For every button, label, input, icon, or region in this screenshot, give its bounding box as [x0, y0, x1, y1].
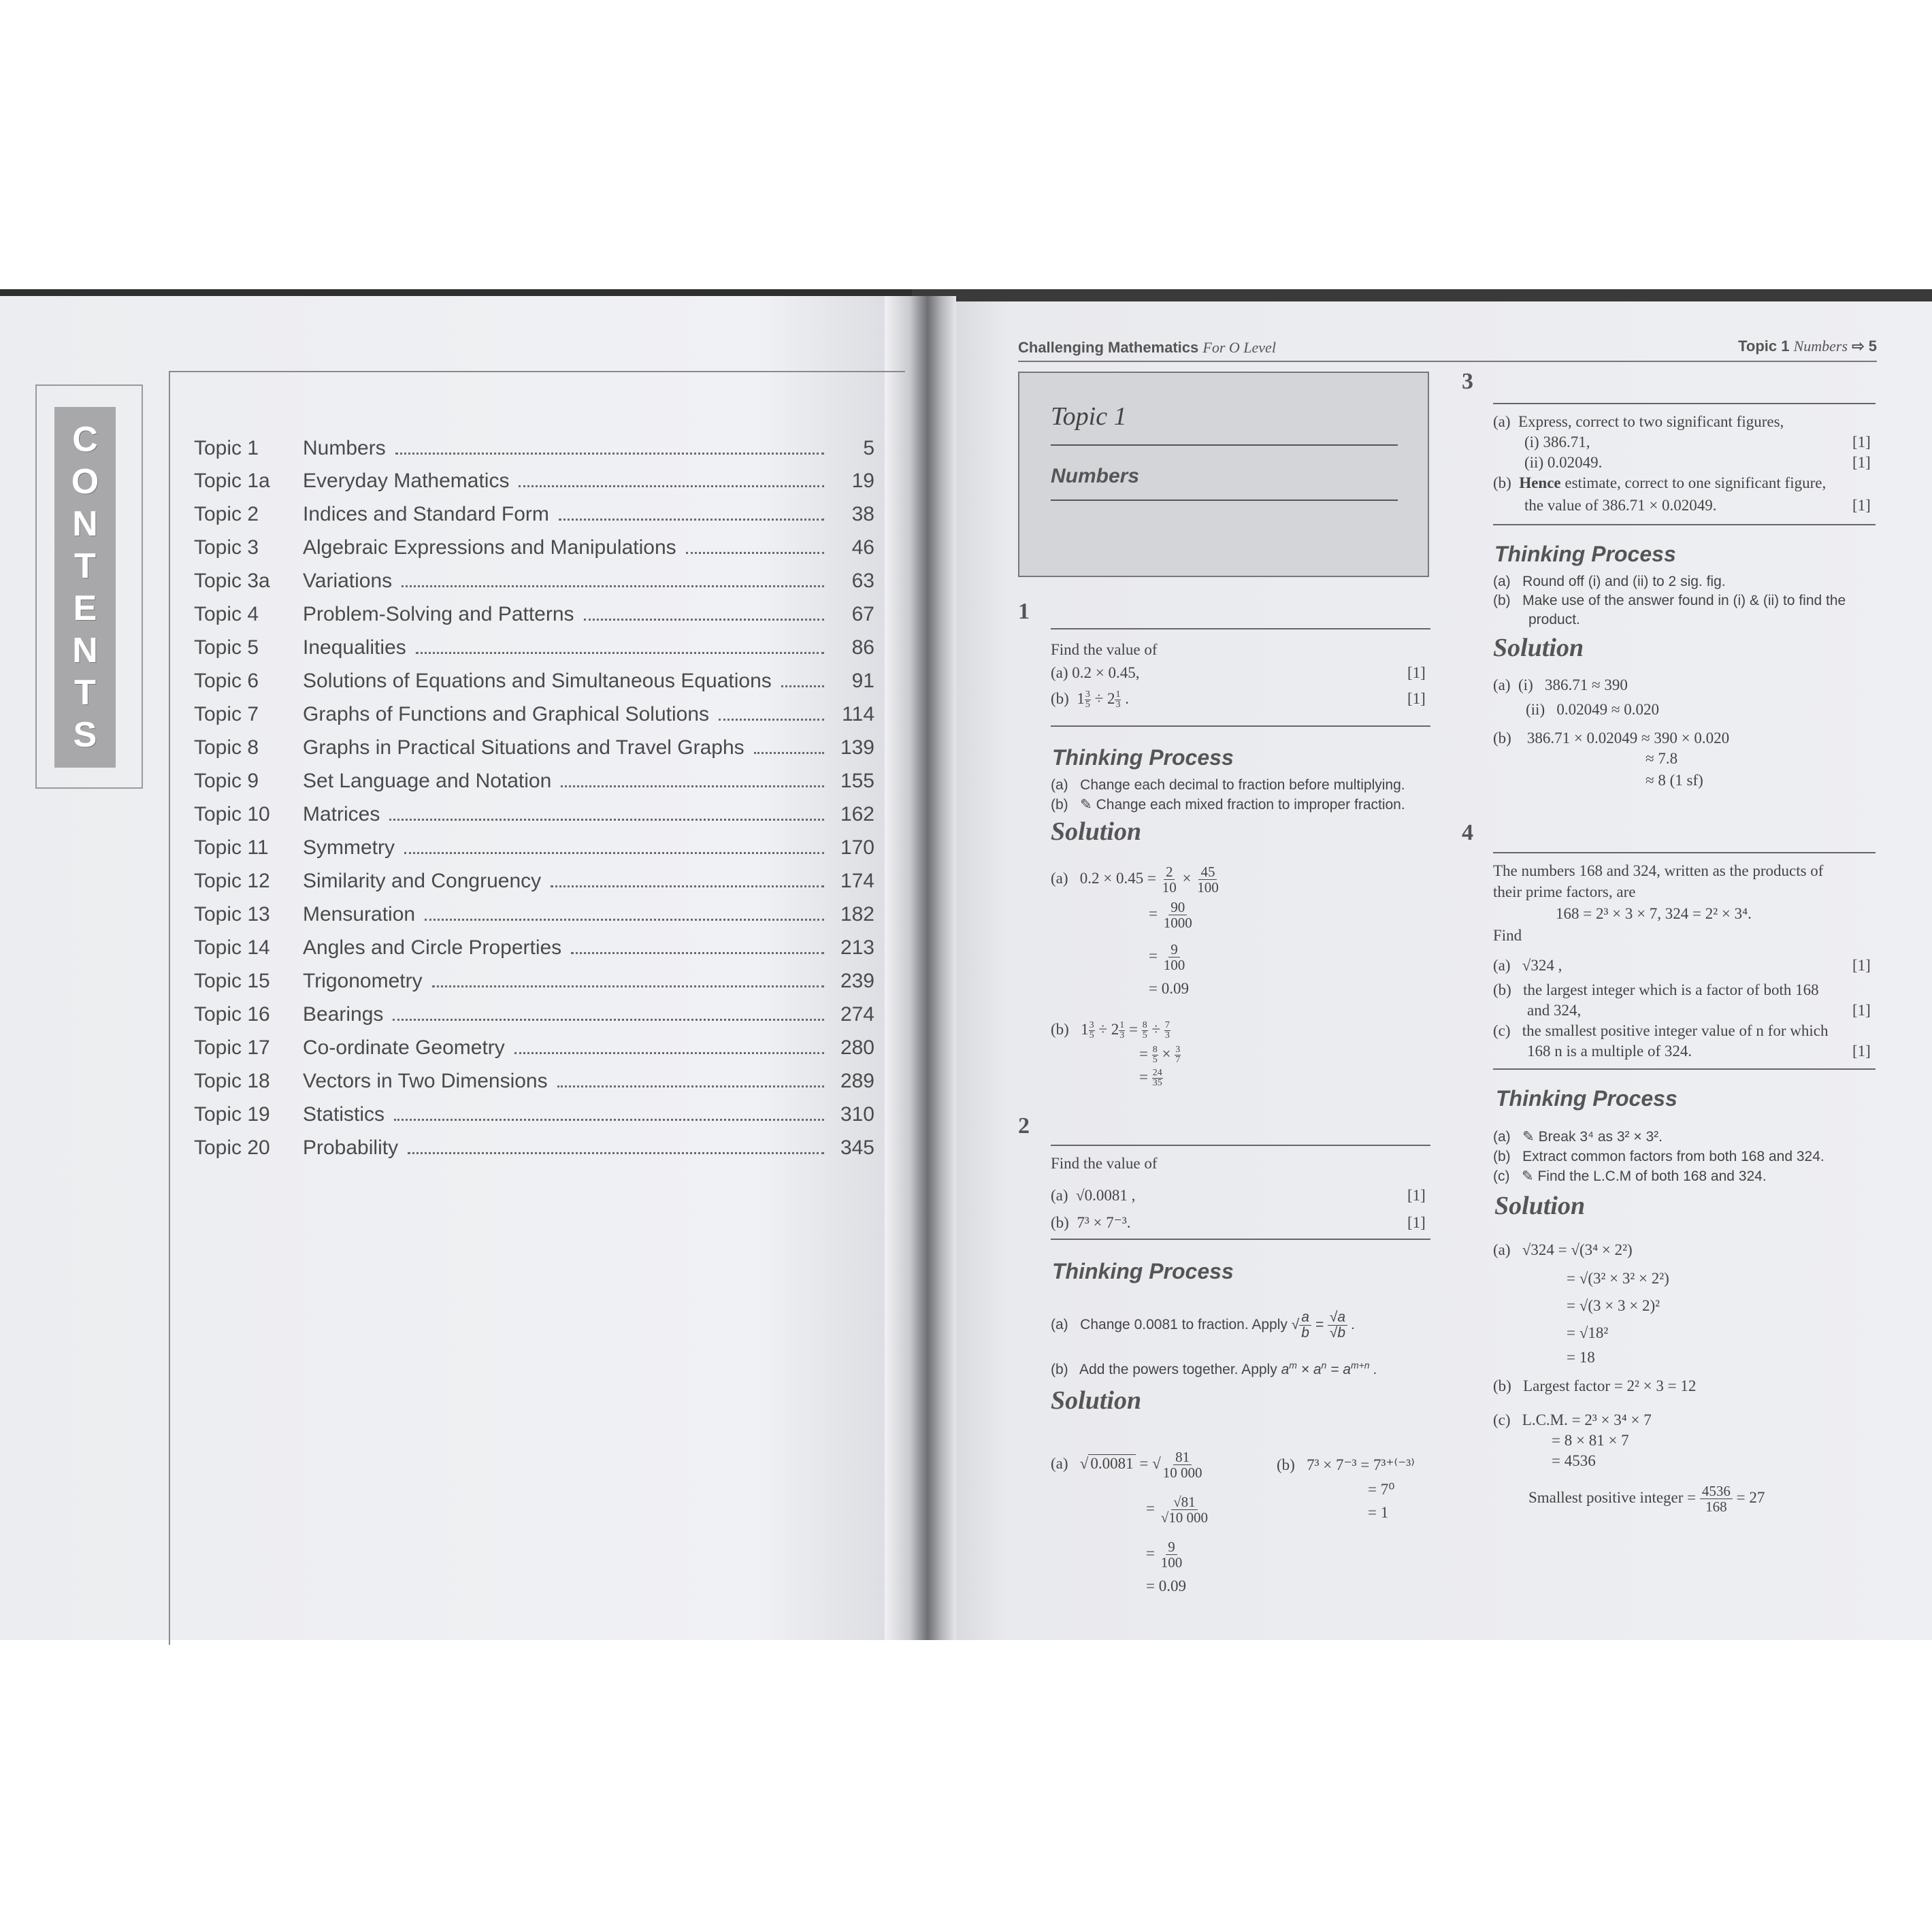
solution-heading: Solution	[1493, 634, 1584, 662]
toc-leader	[432, 985, 824, 987]
toc-topic-title: Statistics	[303, 1103, 385, 1126]
question-part: and 324,	[1527, 1002, 1582, 1019]
question-part: (b) 7³ × 7⁻³.	[1051, 1214, 1131, 1231]
toc-topic-number: Topic 1	[194, 437, 259, 459]
toc-entry	[194, 1094, 874, 1126]
question-part: (c) the smallest positive integer value of n for which	[1493, 1022, 1829, 1039]
toc-page-number: 182	[840, 903, 874, 926]
toc-leader	[584, 619, 824, 621]
toc-page-number: 19	[851, 470, 874, 492]
question-rule	[1493, 852, 1876, 853]
contents-letter: O	[71, 462, 99, 502]
tp-item: (a) ✎ Break 3⁴ as 3² × 3².	[1493, 1129, 1663, 1145]
tp-text: Add the powers together. Apply	[1079, 1362, 1277, 1377]
tp-item: (c) ✎ Find the L.C.M of both 168 and 324.	[1493, 1168, 1767, 1184]
solution-heading: Solution	[1051, 817, 1142, 846]
toc-topic-number: Topic 12	[194, 870, 270, 892]
solution-text: 0.02049 ≈ 0.020	[1556, 701, 1659, 718]
question-subpart: (i) 386.71,	[1524, 433, 1590, 451]
part-label: (b)	[1051, 690, 1069, 707]
toc-entry	[194, 994, 874, 1026]
question-text: Find	[1493, 927, 1522, 944]
solution-line: = $\frac{9}{100}$	[1149, 941, 1185, 974]
toc-leader	[571, 952, 824, 954]
question-part: (a) √324 ,	[1493, 957, 1562, 974]
solution-line: ≈ 7.8	[1646, 750, 1678, 767]
solution-line: (a) √ 0.0081 = √ $\frac{81}{10 000}$	[1051, 1449, 1202, 1481]
toc-page-number: 67	[851, 603, 874, 625]
toc-topic-number: Topic 13	[194, 903, 270, 926]
question-part: (a) 0.2 × 0.45,	[1051, 664, 1140, 681]
toc-leader	[394, 1119, 824, 1121]
toc-topic-number: Topic 7	[194, 703, 259, 725]
toc-topic-number: Topic 5	[194, 636, 259, 659]
question-expression: √324 ,	[1522, 957, 1562, 974]
tp-text: Change each mixed fraction to improper fraction.	[1096, 797, 1405, 813]
solution-line: (ii) 0.02049 ≈ 0.020	[1526, 701, 1659, 718]
question-rule	[1051, 1239, 1430, 1240]
solution-text: Largest factor = 2² × 3 = 12	[1523, 1377, 1697, 1394]
book-subtitle: For O Level	[1202, 339, 1276, 356]
question-rule	[1493, 524, 1876, 525]
toc-leader	[408, 1152, 824, 1154]
solution-line: = 4536	[1552, 1452, 1596, 1469]
toc-entry	[194, 593, 874, 626]
toc-page-number: 155	[840, 770, 874, 792]
contents-letter: T	[74, 546, 96, 586]
tp-item: (a) Change 0.0081 to fraction. Apply √ $\frac{a}{b}$ = $\frac{√a}{√b}$ .	[1051, 1309, 1356, 1341]
toc-page-number: 274	[840, 1003, 874, 1026]
tp-item: (a) Round off (i) and (ii) to 2 sig. fig.	[1493, 574, 1726, 589]
toc-topic-title: Algebraic Expressions and Manipulations	[303, 536, 676, 559]
solution-text: 386.71 × 0.02049 ≈ 390 × 0.020	[1526, 730, 1730, 747]
contents-letter: N	[72, 631, 98, 670]
question-rule	[1051, 628, 1430, 629]
toc-page-number: 310	[840, 1103, 874, 1126]
toc-page-number: 345	[840, 1136, 874, 1159]
toc-leader	[389, 819, 824, 821]
question-text: The numbers 168 and 324, written as the products of	[1493, 862, 1824, 879]
solution-text: 0.2 × 0.45 =	[1079, 869, 1156, 887]
toc-entry	[194, 427, 874, 460]
question-rule	[1493, 1068, 1876, 1070]
toc-topic-title: Graphs in Practical Situations and Travel Graphs	[303, 736, 744, 759]
tp-text: Change 0.0081 to fraction. Apply	[1080, 1317, 1288, 1333]
toc-leader	[719, 719, 824, 721]
solution-line: = 7⁰	[1368, 1481, 1395, 1498]
question-text: the value of 386.71 × 0.02049.	[1524, 497, 1717, 514]
contents-letter: N	[72, 504, 98, 544]
toc-leader	[754, 752, 824, 754]
toc-leader	[686, 552, 824, 554]
question-text: Find the value of	[1051, 641, 1158, 658]
toc-topic-title: Variations	[303, 570, 393, 592]
question-part: (a) √0.0081 ,	[1051, 1187, 1136, 1204]
solution-line: (b) 7³ × 7⁻³ = 7³⁺⁽⁻³⁾	[1277, 1456, 1415, 1473]
thinking-process-heading: Thinking Process	[1052, 1259, 1234, 1283]
contents-label	[54, 407, 116, 768]
toc-topic-title: Solutions of Equations and Simultaneous Equations	[303, 670, 772, 692]
toc-topic-title: Set Language and Notation	[303, 770, 552, 792]
solution-heading: Solution	[1494, 1192, 1586, 1220]
solution-text: 386.71 ≈ 390	[1545, 676, 1628, 693]
tp-text: Find the L.C.M of both 168 and 324.	[1537, 1168, 1767, 1184]
question-part-text: estimate, correct to one significant figure,	[1565, 474, 1827, 491]
toc-topic-title: Graphs of Functions and Graphical Solutions	[303, 703, 709, 725]
toc-topic-number: Topic 1a	[194, 470, 270, 492]
toc-topic-number: Topic 6	[194, 670, 259, 692]
fraction-denominator: 168	[1705, 1499, 1727, 1516]
toc-page-number: 280	[840, 1036, 874, 1059]
scan-edge-right	[912, 289, 1932, 301]
toc-leader	[514, 1052, 824, 1054]
toc-entry	[194, 760, 874, 793]
toc-entry	[194, 727, 874, 759]
header-rule	[1018, 361, 1877, 362]
toc-leader	[404, 852, 824, 854]
solution-line: (b) 1 $\frac{3}{5}$ ÷ 2 $\frac{1}{3}$ = $\frac{8}{5}$ ÷ $\frac{7}{3}$	[1051, 1020, 1170, 1041]
toc-leader	[519, 485, 824, 487]
mark: [1]	[1407, 664, 1426, 681]
toc-page-number: 114	[842, 703, 874, 725]
toc-leader	[395, 453, 824, 455]
toc-leader	[557, 1085, 824, 1087]
toc-topic-title: Vectors in Two Dimensions	[303, 1070, 548, 1092]
toc-topic-number: Topic 18	[194, 1070, 270, 1092]
toc-page-number: 86	[851, 636, 874, 659]
toc-leader	[393, 1019, 824, 1021]
toc-topic-title: Everyday Mathematics	[303, 470, 510, 492]
contents-letter: C	[72, 420, 98, 459]
tp-text: Change each decimal to fraction before multiplying.	[1080, 777, 1405, 793]
toc-topic-title: Trigonometry	[303, 970, 423, 992]
toc-topic-number: Topic 3	[194, 536, 259, 559]
mark: [1]	[1852, 454, 1871, 471]
toc-topic-number: Topic 4	[194, 603, 259, 625]
solution-line: = $\frac{9}{100}$	[1146, 1539, 1183, 1571]
solution-line: (a) (i) 386.71 ≈ 390	[1493, 676, 1628, 693]
toc-entry	[194, 493, 874, 526]
question-expression: 7³ × 7⁻³.	[1077, 1214, 1131, 1231]
toc-page-number: 174	[840, 870, 874, 892]
topic-box-title: Topic 1	[1051, 402, 1127, 431]
solution-line: = 18	[1567, 1349, 1595, 1366]
toc-topic-number: Topic 10	[194, 803, 270, 825]
toc-entry	[194, 860, 874, 893]
toc-leader	[425, 919, 824, 921]
toc-topic-title: Symmetry	[303, 836, 395, 859]
toc-entry	[194, 460, 874, 493]
toc-page-number: 5	[863, 437, 874, 459]
solution-line: = 8 × 81 × 7	[1552, 1432, 1629, 1449]
toc-entry	[194, 1127, 874, 1160]
toc-leader	[559, 519, 824, 521]
toc-topic-title: Inequalities	[303, 636, 406, 659]
question-part-text: Express, correct to two significant figures,	[1518, 413, 1784, 430]
solution-text: 7³ × 7⁻³ = 7³⁺⁽⁻³⁾	[1307, 1456, 1415, 1473]
toc-topic-title: Matrices	[303, 803, 380, 825]
thinking-process-heading: Thinking Process	[1052, 745, 1234, 770]
toc-page-number: 162	[840, 803, 874, 825]
toc-page-number: 46	[851, 536, 874, 559]
toc-topic-number: Topic 2	[194, 503, 259, 525]
solution-line: = 0.09	[1149, 980, 1189, 997]
emphasis-text: Hence	[1519, 474, 1561, 491]
toc-entry	[194, 527, 874, 559]
toc-entry	[194, 693, 874, 726]
toc-leader	[551, 885, 824, 887]
toc-topic-number: Topic 15	[194, 970, 270, 992]
toc-entry	[194, 660, 874, 693]
thinking-process-heading: Thinking Process	[1496, 1086, 1677, 1111]
solution-line: (a) 0.2 × 0.45 = $\frac{2}{10}$ × $\frac{45}{100}$	[1051, 864, 1219, 896]
tp-text: Round off (i) and (ii) to 2 sig. fig.	[1522, 574, 1726, 589]
toc-topic-number: Topic 9	[194, 770, 259, 792]
toc-topic-title: Similarity and Congruency	[303, 870, 542, 892]
mark: [1]	[1407, 1187, 1426, 1204]
solution-line: (a) √324 = √(3⁴ × 2²)	[1493, 1241, 1633, 1258]
toc-leader	[416, 652, 824, 654]
mark: [1]	[1852, 497, 1871, 514]
toc-page-number: 289	[840, 1070, 874, 1092]
toc-topic-title: Co-ordinate Geometry	[303, 1036, 505, 1059]
solution-line: = √(3² × 3² × 2²)	[1567, 1270, 1669, 1287]
solution-line: = $\frac{90}{1000}$	[1149, 899, 1192, 932]
header-topic-label: Topic 1	[1738, 338, 1790, 355]
tp-item: (a) Change each decimal to fraction before multiplying.	[1051, 777, 1405, 793]
question-part: (b) the largest integer which is a factor of both 168	[1493, 981, 1819, 998]
toc-page-number: 239	[840, 970, 874, 992]
toc-page-number: 139	[840, 736, 874, 759]
toc-page-number: 63	[851, 570, 874, 592]
question-rule	[1051, 725, 1430, 727]
toc-page-number: 91	[851, 670, 874, 692]
toc-entry	[194, 960, 874, 993]
solution-line: = $\frac{24}{35}$	[1139, 1068, 1162, 1089]
toc-entry	[194, 793, 874, 826]
question-rule	[1051, 1145, 1430, 1146]
pencil-icon: ✎	[1522, 1129, 1535, 1145]
toc-topic-title: Numbers	[303, 437, 386, 459]
solution-line: = $\frac{√81}{√10 000}$	[1146, 1494, 1209, 1526]
solution-text: √324 = √(3⁴ × 2²)	[1522, 1241, 1633, 1258]
toc-entry	[194, 627, 874, 659]
solution-line: (c) L.C.M. = 2³ × 3⁴ × 7	[1493, 1411, 1652, 1428]
toc-topic-number: Topic 3a	[194, 570, 270, 592]
solution-line: (b) 386.71 × 0.02049 ≈ 390 × 0.020	[1493, 730, 1730, 747]
mark: [1]	[1852, 957, 1871, 974]
solution-line: (b) Largest factor = 2² × 3 = 12	[1493, 1377, 1697, 1394]
running-header-title	[1018, 339, 1276, 357]
pencil-icon: ✎	[1522, 1168, 1534, 1184]
toc-topic-number: Topic 19	[194, 1103, 270, 1126]
solution-line: = 0.09	[1146, 1577, 1186, 1594]
question-number: 1	[1018, 599, 1030, 624]
question-number: 4	[1462, 820, 1473, 845]
solution-line: = 1	[1368, 1504, 1389, 1521]
topic-box-rule	[1051, 444, 1398, 446]
toc-topic-number: Topic 8	[194, 736, 259, 759]
toc-topic-title: Mensuration	[303, 903, 416, 926]
toc-leader	[402, 585, 824, 587]
tp-item: (b) Extract common factors from both 168 and 324.	[1493, 1149, 1824, 1164]
question-part-text: the smallest positive integer value of n for which	[1522, 1022, 1829, 1039]
arrow-icon: ⇨	[1852, 338, 1865, 355]
solution-heading: Solution	[1051, 1386, 1142, 1415]
tp-item: product.	[1528, 612, 1580, 627]
topic-box-rule	[1051, 500, 1398, 501]
mark: [1]	[1407, 690, 1426, 707]
toc-topic-number: Topic 11	[194, 836, 269, 859]
toc-leader	[781, 685, 824, 687]
mark: [1]	[1852, 1002, 1871, 1019]
contents-letter: E	[73, 589, 97, 628]
topic-box-name: Numbers	[1051, 465, 1140, 487]
tp-text: Extract common factors from both 168 and 324.	[1522, 1149, 1824, 1164]
question-part: 168 n is a multiple of 324.	[1527, 1043, 1692, 1060]
running-header-topic	[1620, 338, 1877, 355]
tp-item: (b) ✎ Change each mixed fraction to improper fraction.	[1051, 797, 1405, 813]
solution-text: L.C.M. = 2³ × 3⁴ × 7	[1522, 1411, 1652, 1428]
question-number: 3	[1462, 369, 1473, 394]
toc-topic-title: Problem-Solving and Patterns	[303, 603, 574, 625]
toc-page-number: 38	[851, 503, 874, 525]
fraction-numerator: 4536	[1700, 1484, 1733, 1499]
question-text: their prime factors, are	[1493, 883, 1636, 900]
question-number: 2	[1018, 1113, 1030, 1139]
toc-entry	[194, 894, 874, 926]
toc-topic-number: Topic 20	[194, 1136, 270, 1159]
page-number: 5	[1868, 338, 1877, 355]
toc-page-number: 170	[840, 836, 874, 859]
topic-title-box	[1018, 372, 1429, 577]
toc-entry	[194, 560, 874, 593]
toc-topic-number: Topic 17	[194, 1036, 270, 1059]
solution-line: = $\frac{8}{5}$ × $\frac{3}{7}$	[1139, 1045, 1181, 1066]
toc-page-number: 213	[840, 936, 874, 959]
question-part: (b) 1 $\frac{3}{5}$ ÷ 2 $\frac{1}{3}$ .	[1051, 689, 1129, 710]
solution-line: ≈ 8 (1 sf)	[1646, 772, 1703, 789]
solution-text: = 27	[1736, 1488, 1765, 1506]
toc-topic-title: Bearings	[303, 1003, 384, 1026]
pencil-icon: ✎	[1080, 797, 1092, 813]
toc-topic-title: Probability	[303, 1136, 399, 1159]
tp-text: Make use of the answer found in (i) & (ii) to find the	[1522, 593, 1846, 608]
question-expression: √0.0081 ,	[1076, 1187, 1136, 1204]
question-text: 168 = 2³ × 3 × 7, 324 = 2² × 3⁴.	[1556, 905, 1752, 922]
contents-letter: S	[73, 715, 97, 755]
toc-topic-number: Topic 14	[194, 936, 270, 959]
toc-topic-number: Topic 16	[194, 1003, 270, 1026]
thinking-process-heading: Thinking Process	[1494, 542, 1676, 566]
question-text: Find the value of	[1051, 1155, 1158, 1172]
toc-entry	[194, 1060, 874, 1093]
tp-item: (b) Make use of the answer found in (i) & (ii) to find the	[1493, 593, 1846, 608]
question-subpart: (ii) 0.02049.	[1524, 454, 1603, 471]
question-part-text: the largest integer which is a factor of both 168	[1523, 981, 1819, 998]
question-text: (a) Express, correct to two significant figures,	[1493, 413, 1784, 430]
solution-line: = √(3 × 3 × 2)²	[1567, 1297, 1660, 1314]
header-topic-name: Numbers	[1793, 338, 1848, 355]
mark: [1]	[1852, 1043, 1871, 1060]
solution-text: Smallest positive integer =	[1528, 1488, 1697, 1506]
toc-entry	[194, 927, 874, 960]
toc-entry	[194, 1027, 874, 1060]
toc-topic-title: Indices and Standard Form	[303, 503, 549, 525]
toc-leader	[561, 785, 824, 787]
tp-item: (b) Add the powers together. Apply $a^m \times a^n = a^{m+n}$ .	[1051, 1360, 1378, 1377]
mark: [1]	[1852, 433, 1871, 451]
toc-topic-title: Angles and Circle Properties	[303, 936, 562, 959]
question-rule	[1493, 403, 1876, 404]
solution-line: = √18²	[1567, 1324, 1609, 1341]
toc-entry	[194, 827, 874, 859]
tp-text: Break 3⁴ as 3² × 3².	[1538, 1129, 1663, 1145]
contents-letter: T	[74, 673, 96, 713]
solution-line	[1528, 1484, 1765, 1514]
mark: [1]	[1407, 1214, 1426, 1231]
book-title: Challenging Mathematics	[1018, 339, 1199, 356]
question-text: (b) Hence estimate, correct to one significant figure,	[1493, 474, 1827, 491]
